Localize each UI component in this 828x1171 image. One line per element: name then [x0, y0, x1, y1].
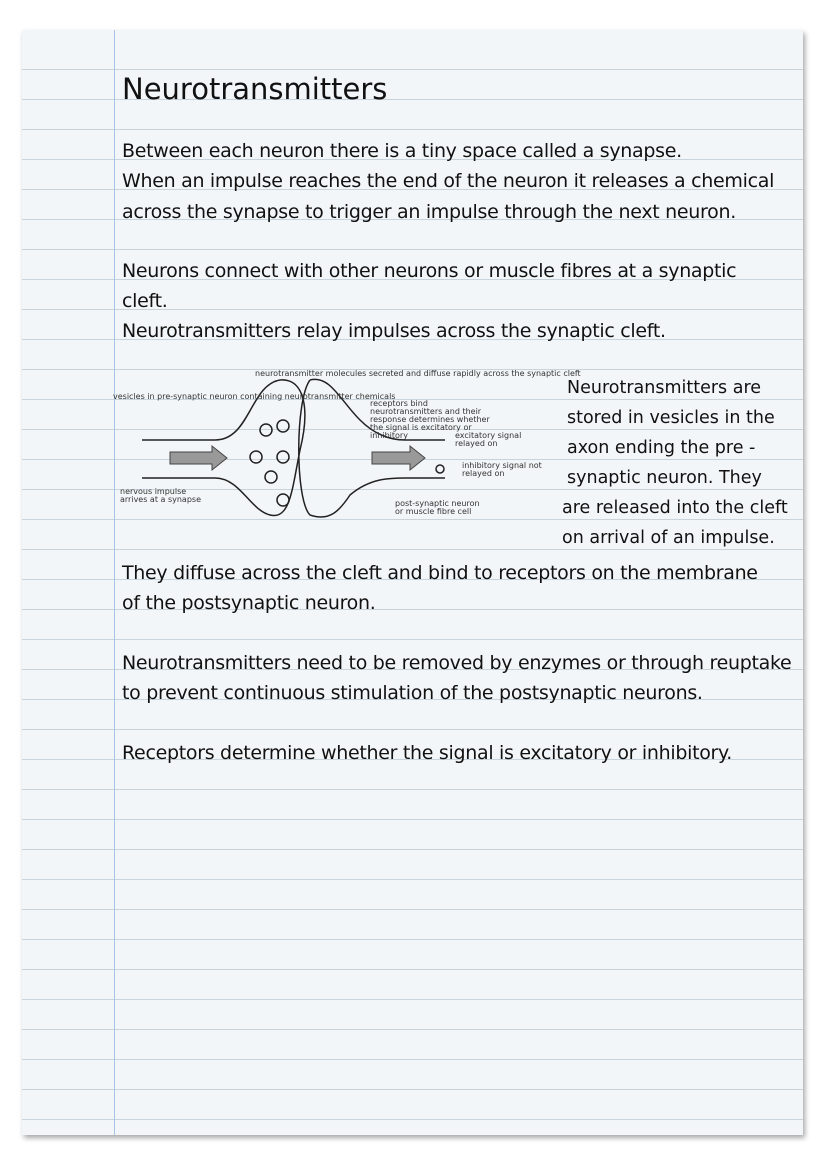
text-line: Between each neuron there is a tiny space called a synapse.: [122, 140, 682, 162]
text-line: Neurotransmitters relay impulses across the synaptic cleft.: [122, 320, 666, 342]
side-text-line: on arrival of an impulse.: [562, 528, 775, 548]
text-line: to prevent continuous stimulation of the postsynaptic neurons.: [122, 682, 703, 704]
text-line: Receptors determine whether the signal is excitatory or inhibitory.: [122, 742, 733, 764]
text-line: of the postsynaptic neuron.: [122, 592, 376, 614]
page-title: Neurotransmitters: [122, 72, 388, 106]
text-line: Neurons connect with other neurons or muscle fibres at a synaptic: [122, 260, 737, 282]
text-line: cleft.: [122, 290, 168, 312]
side-text-line: synaptic neuron. They: [567, 468, 762, 488]
side-text-line: are released into the cleft: [562, 498, 788, 518]
text-line: across the synapse to trigger an impulse through the next neuron.: [122, 201, 736, 223]
label-impulse: nervous impulse arrives at a synapse: [120, 487, 201, 504]
label-vesicles: vesicles in pre-synaptic neuron containing neurotransmitter chemicals: [113, 392, 396, 401]
label-receptors: receptors bind neurotransmitters and their response determines whether the signal is excitatory or inhibitory: [370, 399, 490, 440]
side-text-line: stored in vesicles in the: [567, 408, 775, 428]
side-text-line: Neurotransmitters are: [567, 378, 762, 398]
label-molecules: neurotransmitter molecules secreted and diffuse rapidly across the synaptic cleft: [255, 369, 581, 378]
label-excitatory: excitatory signal relayed on: [455, 431, 522, 448]
margin-line: [114, 30, 115, 1135]
label-post-synaptic: post-synaptic neuron or muscle fibre cell: [395, 499, 480, 516]
text-line: Neurotransmitters need to be removed by enzymes or through reuptake: [122, 652, 792, 674]
label-inhibitory: inhibitory signal not relayed on: [462, 461, 542, 478]
side-text-line: axon ending the pre -: [567, 438, 756, 458]
text-line: They diffuse across the cleft and bind to receptors on the membrane: [122, 562, 758, 584]
text-line: When an impulse reaches the end of the neuron it releases a chemical: [122, 170, 775, 192]
